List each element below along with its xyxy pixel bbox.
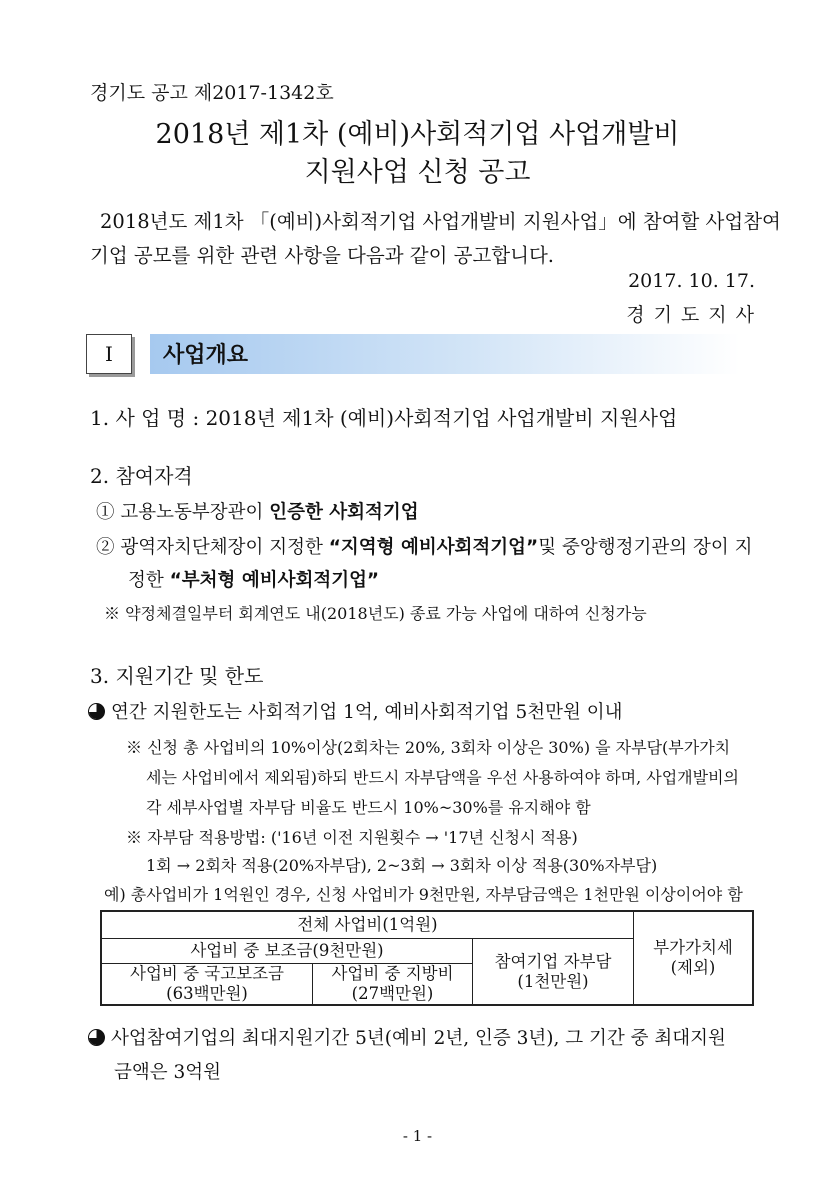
budget-national-label: 사업비 중 국고보조금 [130,964,284,983]
budget-local-label: 사업비 중 지방비 [331,964,454,983]
qualification-1 [96,498,419,524]
qualification-2-line2-prefix: 정한 [128,570,170,591]
budget-local-value: (27백만원) [351,984,434,1003]
half-circle-bullet-icon [88,703,105,720]
max-period-line2: 금액은 3억원 [114,1062,222,1083]
qualification-2-line2-emphasis: “부처형 예비사회적기업” [169,570,380,591]
item2-heading: 2. 참여자격 [90,464,193,488]
budget-vat-cell [634,911,754,1005]
self-burden-note-line2: 세는 사업비에서 제외됨)하되 반드시 자부담액을 우선 사용하여야 하며, 사업개발비의 [146,768,739,787]
max-period-text: 사업참여기업의 최대지원기간 5년(예비 2년, 인증 3년), 그 기간 중 최대지원 [111,1028,726,1049]
document-title-line2: 지원사업 신청 공고 [304,157,531,188]
self-burden-method-line1: ※ 자부담 적용방법: ('16년 이전 지원횟수 → '17년 신청시 적용) [126,828,578,847]
budget-local-cell [313,964,473,1006]
qualification-2-emphasis: “지역형 예비사회적기업” [328,537,539,558]
qualification-2-suffix: 및 중앙행정기관의 장이 지 [538,537,753,558]
example-note: 예) 총사업비가 1억원인 경우, 신청 사업비가 9천만원, 자부담금액은 1천만원 이상이어야 함 [104,885,743,904]
notice-date: 2017. 10. 17. [628,270,755,292]
budget-total-cell: 전체 사업비(1억원) [101,911,634,939]
qualification-2 [96,533,752,559]
half-circle-bullet-icon [88,1029,105,1046]
section-number: Ⅰ [86,334,132,374]
qualification-note: ※ 약정체결일부터 회계연도 내(2018년도) 종료 가능 사업에 대하여 신청가능 [104,604,647,623]
item1-project-name: 1. 사 업 명 : 2018년 제1차 (예비)사회적기업 사업개발비 지원사업 [90,406,678,430]
page-number: - 1 - [402,1127,433,1145]
self-burden-method-line2: 1회 → 2회차 적용(20%자부담), 2~3회 → 3회차 이상 적용(30%자부담) [146,856,658,875]
qualification-1-emphasis: 인증한 사회적기업 [269,502,419,523]
self-burden-note-line3: 각 세부사업별 자부담 비율도 반드시 10%~30%를 유지해야 함 [146,798,591,817]
support-limit-text: 연간 지원한도는 사회적기업 1억, 예비사회적기업 5천만원 이내 [111,702,623,723]
qualification-2-line2 [128,566,379,592]
max-period-bullet [88,1024,726,1050]
document-title-line1: 2018년 제1차 (예비)사회적기업 사업개발비 [155,119,680,150]
budget-vat-value: (제외) [670,958,716,977]
notice-number: 경기도 공고 제2017-1342호 [90,82,334,104]
section-title: 사업개요 [163,343,249,368]
intro-line2: 기업 공모를 위한 관련 사항을 다음과 같이 공고합니다. [90,244,555,267]
notice-issuer: 경기도지사 [626,304,763,326]
qualification-2-prefix: ② 광역자치단체장이 지정한 [96,537,329,558]
budget-national-cell [101,964,313,1006]
budget-self-value: (1천만원) [517,971,589,991]
item3-heading: 3. 지원기간 및 한도 [90,664,264,688]
intro-line1: 2018년도 제1차 「(예비)사회적기업 사업개발비 지원사업」에 참여할 사업참여 [100,210,781,233]
support-limit-bullet [88,698,622,724]
qualification-1-prefix: ① 고용노동부장관이 [96,502,270,523]
budget-self-label: 참여기업 자부담 [494,951,612,971]
budget-vat-label: 부가가치세 [653,938,733,957]
budget-table [100,910,754,1006]
budget-national-value: (63백만원) [166,984,248,1003]
self-burden-note-line1: ※ 신청 총 사업비의 10%이상(2회차는 20%, 3회차 이상은 30%) 을 자부담(부가가치 [126,738,731,757]
budget-self-cell [473,939,634,1006]
budget-subsidy-cell: 사업비 중 보조금(9천만원) [101,939,473,964]
